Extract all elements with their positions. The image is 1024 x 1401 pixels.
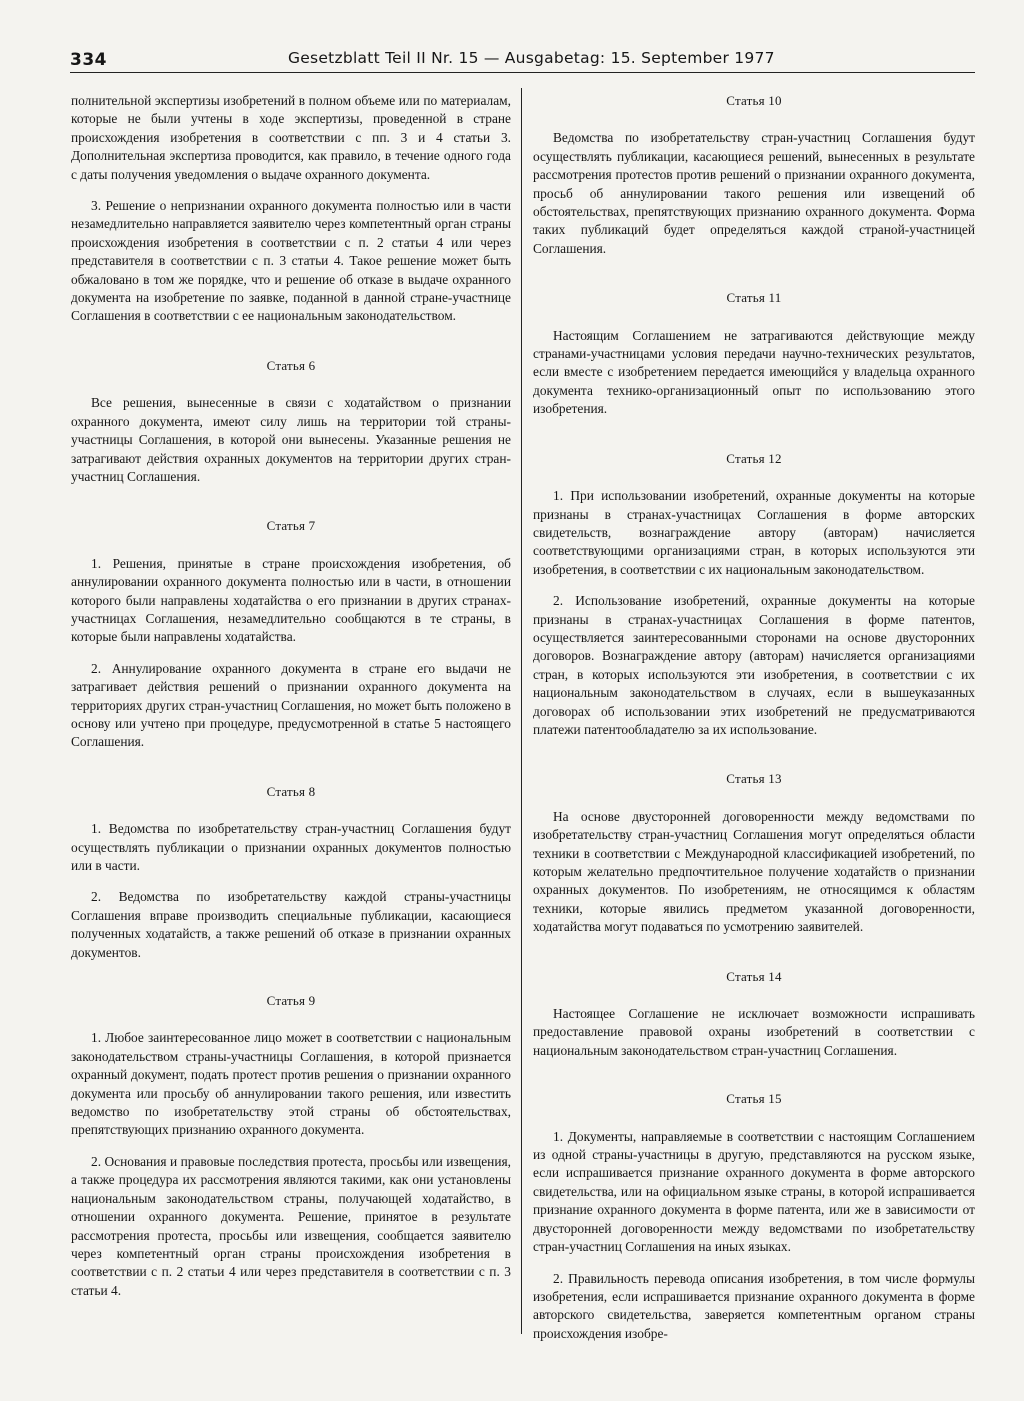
right-column (533, 92, 975, 1356)
article-13-paragraph-1: На основе двусторонней договоренности между ведомствами по изобретательству стран-участниц Соглашения могут определяться области техники в соответствии с Международной классификацией изобретений, по которым желательно предпочтительное получение ходатайств о признании охранных документов. По изобретениям, не относящимся к областям техники, которые явились предметом указанной договоренности, ходатайства могут подаваться по усмотрению заявителей. (533, 808, 975, 935)
article-7-paragraph-1: 1. Решения, принятые в стране происхождения изобретения, об аннулировании охранного документа полностью или в части, в отношении которого были направлены ходатайства о его признании в других странах-участницах Соглашения, незамедлительно сообщаются в те страны, в которые были направлены ходатайства. (71, 555, 511, 645)
article-6-paragraph-1: Все решения, вынесенные в связи с ходатайством о признании охранного документа, имеют силу лишь на территории той страны-участницы Соглашения, в которой они вынесены. Указанные решения не затрагивают действия охранных документов на территории других стран-участниц Соглашения. (71, 395, 511, 484)
article-9-paragraph-1: 1. Любое заинтересованное лицо может в соответствии с национальным законодательством страны-участницы Соглашения, в которой признается охранный документ, подать протест против решения о признании охранного документа или просьбу об аннулировании такого решения, или известить ведомство по изобретательству этой страны об обстоятельствах, препятствующих признанию охранного документа. (71, 1030, 511, 1138)
article-8-title: Статья 8 (266, 783, 316, 799)
article-9-title: Статья 9 (266, 993, 316, 1009)
column-divider (521, 88, 522, 1334)
article-5-paragraph-3: 3. Решение о непризнании охранного документа полностью или в части незамедлительно направляется заявителю через компетентный орган страны происхождения изобретения в соответствии с п. 2 статьи 4 или через представителя в соответствии с п. 3 статьи 4. Такое решение может быть обжаловано в том же порядке, что и решение об отказе в выдаче охранного документа на изобретение по заявке, поданной в данной стране-участнице Соглашения в соответствии с ее национальным законодательством. (71, 198, 511, 324)
article-10-paragraph-1: Ведомства по изобретательству стран-участниц Соглашения будут осуществлять публикации, касающиеся решений, вынесенных в результате рассмотрения протестов против решений о признании охранного документа, просьб об аннулировании такого решения или извещений об обстоятельствах, препятствующих признанию охранного документа. Форма таких публикаций будет определяться каждой страной-участницей Соглашения. (533, 130, 975, 256)
article-13-title: Статья 13 (726, 771, 782, 787)
article-15-paragraph-2: 2. Правильность перевода описания изобретения, в том числе формулы изобретения, если испрашивается признание охранного документа в форме авторского свидетельства, заверяется компетентным органом страны происхождения изобре- (533, 1270, 975, 1341)
page-number: 334 (70, 50, 107, 70)
article-15-title: Статья 15 (726, 1091, 782, 1107)
article-8-paragraph-1: 1. Ведомства по изобретательству стран-участниц Соглашения будут осуществлять публикации о признании охранных документов полностью или в части. (71, 821, 511, 873)
article-12-paragraph-1: 1. При использовании изобретений, охранные документы на которые признаны в странах-участницах Соглашения в форме авторских свидетельств, вознаграждение автору (авторам) начисляется соответствующими организациями стран, в которых используются эти изобретения, в соответствии с их национальным законодательством. (533, 488, 975, 577)
article-7-title: Статья 7 (266, 518, 316, 534)
article-11-paragraph-1: Настоящим Соглашением не затрагиваются действующие между странами-участницами условия передачи научно-технических результатов, если вместе с изобретением передается имеющийся у владельца охранного документа технико-организационный опыт по использованию этого изобретения. (533, 327, 975, 417)
article-8-paragraph-2: 2. Ведомства по изобретательству каждой страны-участницы Соглашения вправе производить специальные публикации, касающиеся полученных ходатайств, а также решений об отказе в признании охранных документов. (71, 889, 511, 960)
article-12-title: Статья 12 (726, 450, 782, 466)
article-10-title: Статья 10 (726, 93, 782, 108)
article-14-paragraph-1: Настоящее Соглашение не исключает возможности испрашивать предоставление правовой охраны изобретений в соответствии с национальным законодательством стран-участниц Соглашения. (533, 1006, 975, 1058)
article-11-title: Статья 11 (726, 290, 782, 306)
article-12-paragraph-2: 2. Использование изобретений, охранные документы на которые признаны в странах-участницах Соглашения в форме патентов, осуществляется заинтересованными сторонами на основе двусторонних договоров. Вознаграждение автору (авторам) начисляется организациями стран, в которых используются эти изобретения, в соответствии с их национальным законодательством в случаях, если в вышеуказанных договорах об использовании этих изобретений не предусматриваются платежи патентообладателю за их использование. (533, 593, 975, 737)
article-15-paragraph-1: 1. Документы, направляемые в соответствии с настоящим Соглашением из одной страны-участницы в другую, представляются на русском языке, если испрашивается признание охранного документа в форме авторского свидетельства, или на официальном языке страны, в которой испрашивается признание охранного документа в форме патента, или же в зависимости от двусторонней договоренности между ведомствами по изобретательству стран-участниц Соглашения на иных языках. (533, 1128, 975, 1255)
article-6-title: Статья 6 (266, 357, 316, 373)
article-7-paragraph-2: 2. Аннулирование охранного документа в стране его выдачи не затрагивает действия решений о признании охранного документа на территориях других стран-участниц Соглашения, но может быть положено в основу или учтено при процедуре, предусмотренной в статье 5 настоящего Соглашения. (71, 660, 511, 750)
running-title: Gesetzblatt Teil II Nr. 15 — Ausgabetag: 15. September 1977 (288, 49, 775, 67)
article-14-title: Статья 14 (726, 968, 782, 984)
left-column (71, 92, 511, 1313)
article-9-paragraph-2: 2. Основания и правовые последствия протеста, просьбы или извещения, а также процедура их рассмотрения являются такими, как они установлены национальным законодательством страны, получающей ходатайство, в отношении охранного документа. Решение, принятое в результате рассмотрения протеста, просьбы или извещения, сообщается заявителю через компетентный орган страны происхождения изобретения в соответствии с п. 2 статьи 4 или через представителя в соответствии с п. 3 статьи 4. (71, 1153, 511, 1298)
article-5-continuation: полнительной экспертизы изобретений в полном объеме или по материалам, которые не были учтены в ходе экспертизы, проведенной в стране происхождения изобретения в соответствии с пп. 3 и 4 статьи 3. Дополнительная экспертиза проводится, как правило, в течение одного года с даты получения уведомления о выдаче охранного документа. (71, 93, 511, 182)
page-header (70, 48, 975, 73)
